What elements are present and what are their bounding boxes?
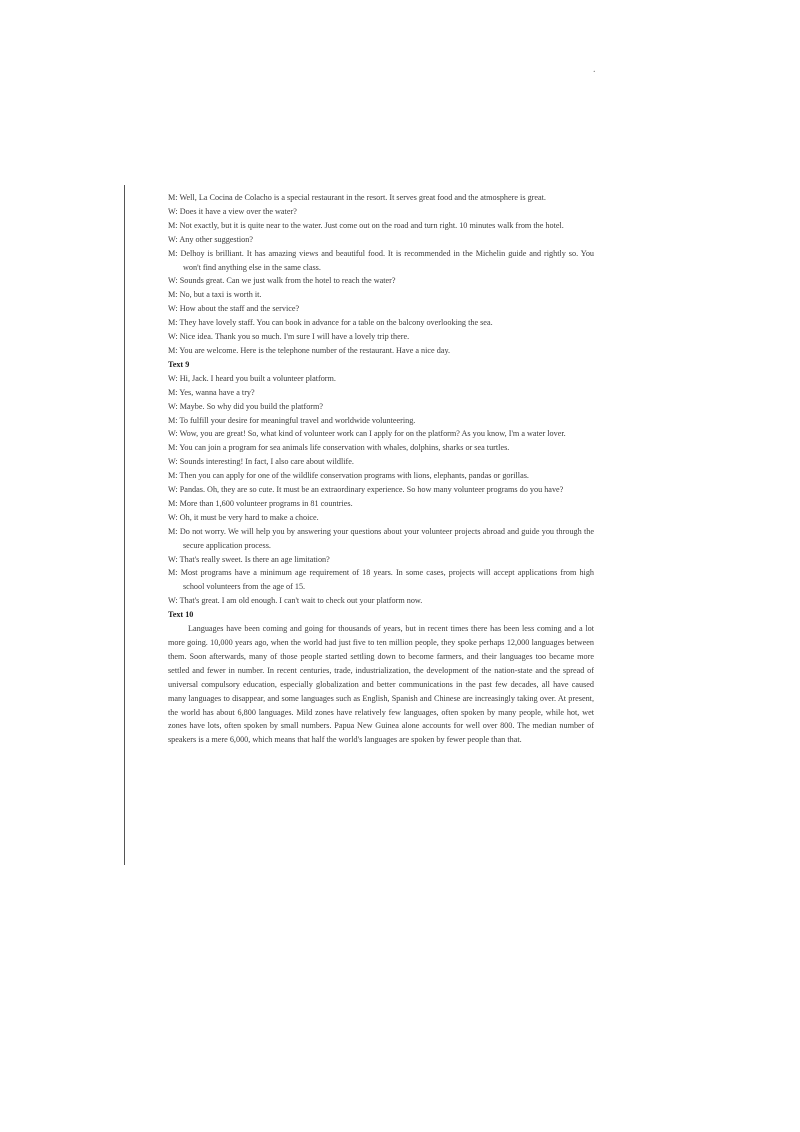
speaker-label: M: (168, 290, 178, 300)
dialogue-text: Well, La Cocina de Colacho is a special restaurant in the resort. It serves great food and the atmosphere is great. (179, 193, 546, 202)
speaker-label: M: (168, 318, 178, 328)
dialogue-text: Hi, Jack. I heard you built a volunteer platform. (179, 373, 336, 383)
speaker-label: M: (168, 387, 178, 397)
dialogue-line (168, 469, 594, 483)
dialogue-text: Wow, you are great! So, what kind of volunteer work can I apply for on the platform? As you know, I'm a water lover. (179, 429, 566, 439)
dialogue-text: Oh, it must be very hard to make a choice. (179, 512, 319, 522)
dialogue-text: Sounds great. Can we just walk from the hotel to reach the water? (179, 276, 396, 286)
dialogue-line (168, 247, 594, 275)
dialogue-text: No, but a taxi is worth it. (179, 290, 262, 300)
dialogue-text: Delhoy is brilliant. It has amazing views and beautiful food. It is recommended in the Michelin guide and rightly so. You won't find anything else in the same class. (180, 248, 595, 272)
dialogue-text: Any other suggestion? (179, 234, 253, 244)
speaker-label: M: (168, 248, 178, 258)
dialogue-text: They have lovely staff. You can book in advance for a table on the balcony overlooking the sea. (179, 318, 493, 328)
dialogue-line (168, 455, 594, 469)
dialogue-text: Do not worry. We will help you by answering your questions about your volunteer projects abroad and guide you through the secure application process. (179, 526, 595, 550)
dialogue-line (168, 233, 594, 247)
dialogue-text: You can join a program for sea animals life conservation with whales, dolphins, sharks or sea turtles. (179, 443, 510, 453)
text9-dialogue (168, 372, 594, 608)
dialogue-text: Sounds interesting! In fact, I also care about wildlife. (179, 457, 354, 467)
dialogue-text: To fulfill your desire for meaningful travel and worldwide volunteering. (179, 415, 416, 425)
dialogue-text: More than 1,600 volunteer programs in 81 countries. (179, 498, 353, 508)
dialogue-line (168, 316, 594, 330)
dialogue-line (168, 288, 594, 302)
speaker-label: W: (168, 401, 178, 411)
dialogue-line (168, 441, 594, 455)
speaker-label: M: (168, 220, 178, 230)
speaker-label: W: (168, 332, 178, 342)
dialogue-line (168, 219, 594, 233)
dialogue-line (168, 344, 594, 358)
speaker-label: M: (168, 568, 178, 578)
text10-heading: Text 10 (168, 610, 194, 620)
dialogue-line (168, 566, 594, 594)
speaker-label: W: (168, 304, 178, 314)
dialogue-line (168, 191, 594, 205)
dialogue-text: Most programs have a minimum age requirement of 18 years. In some cases, projects will accept applications from high school volunteers from the age of 15. (180, 568, 595, 592)
dialogue-text: Not exactly, but it is quite near to the water. Just come out on the road and turn right. 10 minutes walk from the hotel. (179, 220, 564, 230)
dialogue-line (168, 274, 594, 288)
dialogue-text: Then you can apply for one of the wildlife conservation programs with lions, elephants, pandas or gorillas. (179, 471, 529, 481)
speaker-label: W: (168, 512, 178, 522)
dialogue-line (168, 372, 594, 386)
speaker-label: W: (168, 276, 178, 286)
speaker-label: W: (168, 596, 178, 606)
dialogue-text: How about the staff and the service? (179, 304, 300, 314)
left-margin-rule (124, 185, 125, 865)
speaker-label: W: (168, 457, 178, 467)
dialogue-line (168, 386, 594, 400)
dialogue-line (168, 302, 594, 316)
text10-paragraph: Languages have been coming and going for thousands of years, but in recent times there has been less coming and a lot more going. 10,000 years ago, when the world had just five to ten million people, they spoke perhaps 12,000 languages between them. Soon afterwards, many of those people started settling down to become farmers, and their languages too became more settled and fewer in number. In recent centuries, trade, industrialization, the development of the nation-state and the spread of universal compulsory education, especially globalization and better communications in the past few decades, all have caused many languages to disappear, and some languages such as English, Spanish and Chinese are increasingly taking over. At present, the world has about 6,800 languages. Mild zones have relatively few languages, often spoken by many people, while hot, wet zones have lots, often spoken by small numbers. Papua New Guinea alone accounts for well over 800. The median number of speakers is a mere 6,000, which means that half the world's languages are spoken by fewer people than that. (168, 624, 594, 745)
speaker-label: M: (168, 471, 178, 481)
dialogue-line (168, 427, 594, 441)
dialogue-text: That's really sweet. Is there an age limitation? (179, 554, 330, 564)
dialogue-text: Pandas. Oh, they are so cute. It must be an extraordinary experience. So how many volunteer programs do you have? (179, 485, 564, 495)
dialogue-line (168, 483, 594, 497)
dialogue-line (168, 594, 594, 608)
dialogue-line (168, 511, 594, 525)
dialogue-line (168, 553, 594, 567)
dialogue-text: Nice idea. Thank you so much. I'm sure I will have a lovely trip there. (179, 332, 410, 342)
speaker-label: W: (168, 485, 178, 495)
speaker-label: W: (168, 234, 178, 244)
dialogue-text: Yes, wanna have a try? (179, 387, 255, 397)
speaker-label: M: (168, 193, 178, 202)
dialogue-text: Does it have a view over the water? (179, 206, 297, 216)
dialogue-line (168, 497, 594, 511)
speaker-label: M: (168, 526, 178, 536)
dialogue-line (168, 330, 594, 344)
speaker-label: M: (168, 415, 178, 425)
text9-heading: Text 9 (168, 359, 190, 369)
dialogue-line (168, 400, 594, 414)
corner-mark: . (593, 64, 596, 75)
dialogue-line (168, 414, 594, 428)
dialogue-line (168, 525, 594, 553)
speaker-label: W: (168, 554, 178, 564)
speaker-label: W: (168, 206, 178, 216)
speaker-label: M: (168, 443, 178, 453)
speaker-label: W: (168, 429, 178, 439)
document-body (168, 191, 594, 747)
dialogue-text: That's great. I am old enough. I can't wait to check out your platform now. (179, 596, 423, 606)
speaker-label: W: (168, 373, 178, 383)
text8-dialogue (168, 191, 594, 358)
dialogue-text: Maybe. So why did you build the platform? (179, 401, 324, 411)
speaker-label: M: (168, 345, 178, 355)
speaker-label: M: (168, 498, 178, 508)
dialogue-line (168, 205, 594, 219)
dialogue-text: You are welcome. Here is the telephone number of the restaurant. Have a nice day. (179, 345, 451, 355)
